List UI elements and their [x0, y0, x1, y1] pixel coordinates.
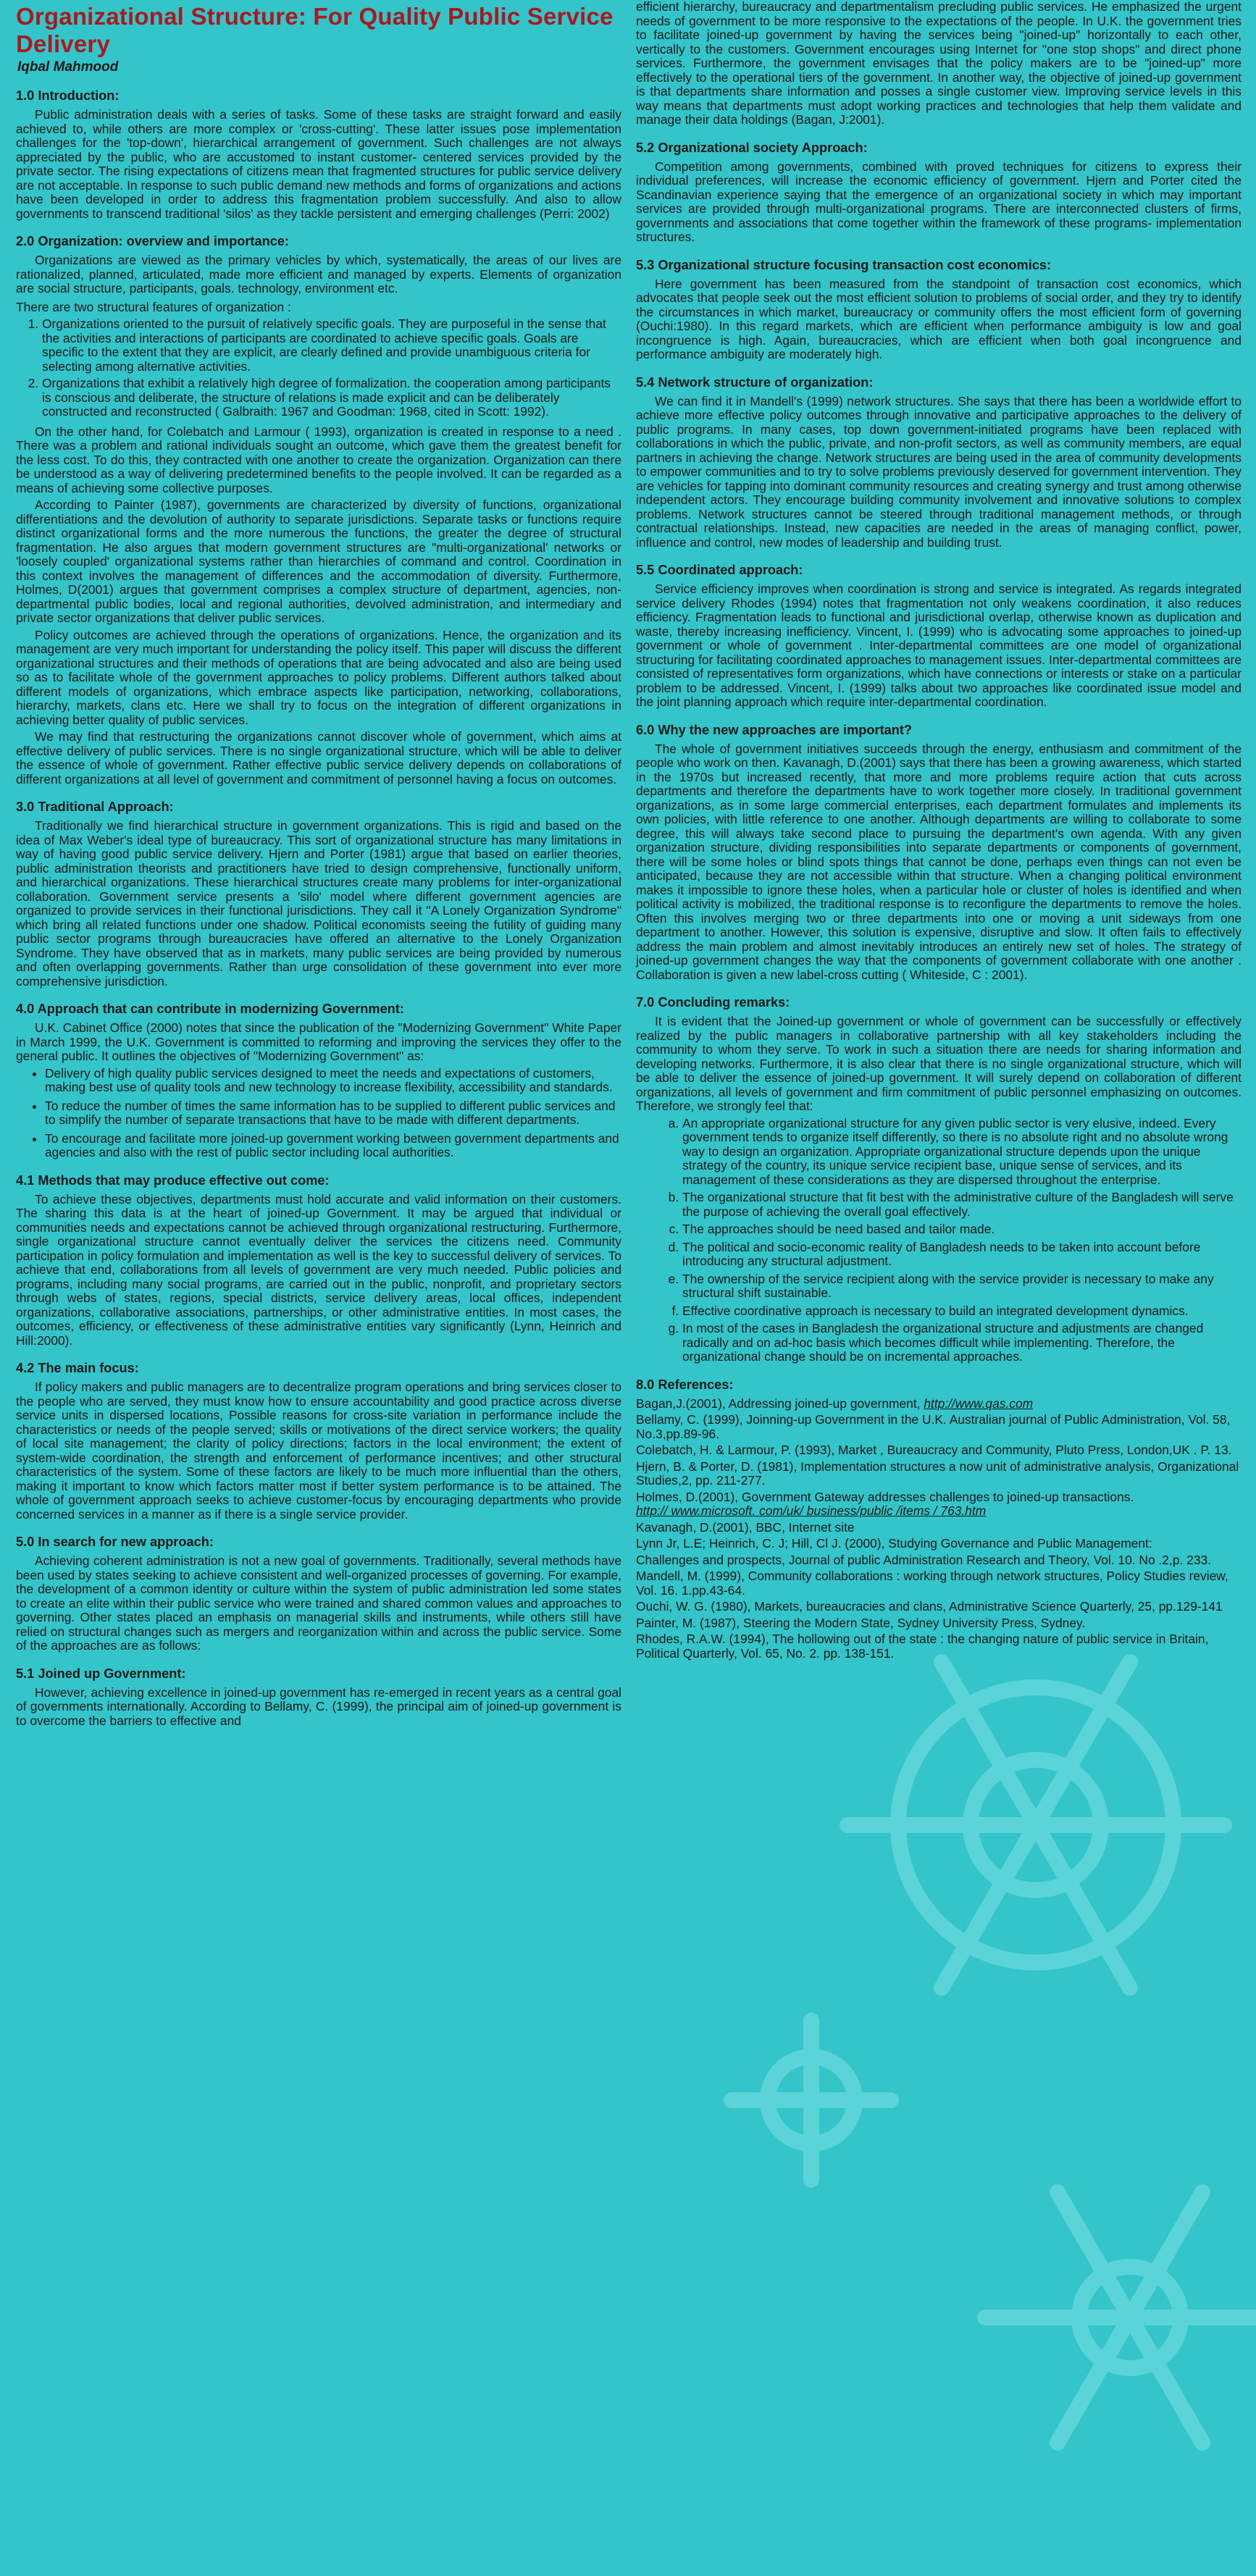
paragraph: According to Painter (1987), governments are characterized by diversity of functions, organizational differentiations and the devolution of authority to separate jurisdictions. Separate tasks or functions require distinct organizational forms and the more numerous the functions, the greater the degree of structural fragmentation. He also argues that modern government structures are "multi-organizational' networks or 'loosely coupled' organizational systems rather than hierarchies of command and control. Coordination in this context involves the management of differences and the accommodation of diversity. Furthermore, Holmes, D(2001) argues that government comprises a complex structure of department, agencies, non-departmental public bodies, local and regional authorities, devolved administration, and intermediary and private sector organizations that deliver public services. [16, 498, 621, 625]
list-item: a. An appropriate organizational structure for any given public sector is very elusive, indeed. Every government tends to organize itself differently, so there is no absolute right and no absolute wrong way to design an organization. Appropriate organizational structure depends upon the unique strategy of the country, its unique service recipient base, unique sense of services, and its management of these considerations as they are dispersed throughout the enterprise. [682, 1117, 1242, 1188]
list-item: e. The ownership of the service recipient along with the service provider is necessary to make any structural shift sustainable. [682, 1272, 1242, 1301]
section-heading: 4.0 Approach that can contribute in modernizing Government: [16, 1002, 404, 1016]
right-column [636, 0, 1242, 1663]
reference-item: Mandell, M. (1999), Community collaborations : working through network structures, Policy Studies review, Vol. 16. 1.pp.43-64. [636, 1569, 1228, 1598]
paragraph: Traditionally we find hierarchical structure in government organizations. This is rigid and based on the idea of Max Weber's ideal type of bureaucracy. This sort of organizational structure has many limitations in way of having good public service delivery. Hjern and Porter (1981) argue that based on earlier theories, public administration theorists and practitioners have tried to design comprehensive, functionally uniform, and hierarchical organizations. These hierarchical structures create many problems for inter-organizational collaboration. Government service presents a 'silo' model where different government agencies are organized to provide services in their functional jurisdictions. They call it "A Lonely Organization Syndrome" which bring all related functions under one shadow. Political economists seeing the futility of guiding many public sector programs through bureaucracies have offered an alternative to the Lonely Organization Syndrome. They have observed that as in markets, many public services are being provided by numerous and often overlapping governments. Rather than urge consolidation of these government into ever more comprehensive jurisdiction. [16, 818, 621, 989]
paragraph: However, achieving excellence in joined-up government has re-emerged in recent years as a central goal of governments internationally. According to Bellamy, C. (1999), the principal aim of joined-up government is to overcome the barriers to effective and [16, 1685, 621, 1728]
paragraph: Here government has been measured from the standpoint of transaction cost economics, which advocates that people seek out the most efficient solution to problems of social order, and they try to identify the circumstances in which market, bureaucracy or community offers the most efficient form of governing (Ouchi:1980). In this regard markets, which are efficient when performance ambiguity is low and goal incongruence is high. Again, bureaucracies, which are efficient when both goal incongruence and performance ambiguity are moderately high. [636, 276, 1242, 361]
paragraph: Service efficiency improves when coordination is strong and service is integrated. As regards integrated service delivery Rhodes (1994) notes that fragmentation not only weakens coordination, it also reduces efficiency. Fragmentation leads to functional and jurisdictional overlap, otherwise known as duplication and waste, thereby increasing inefficiency. Vincent, I. (1999) who is advocating some approaches to joined-up government or whole of government . Inter-departmental committees are one model of organizational structuring for facilitating coordinated approaches to management issues. Inter-departmental committees are consisted of representatives form organizations, which have connections or interests or stake on a particular problem to be addressed. Vincent, I. (1999) talks about two approaches like coordinated issue model and the joint planning approach which require inter-departmental coordination. [636, 582, 1242, 709]
paragraph: Competition among governments, combined with proved techniques for citizens to express their individual preferences, will increase the economic efficiency of government. Hjern and Porter cited the Scandinavian experience saying that the emergence of an organizational society in which may important services are provided through multi-organizational programs. There are interconnected clusters of firms, governments and associations that come together within the framework of these programs- implementation structures. [636, 159, 1242, 244]
paragraph: It is evident that the Joined-up government or whole of government can be successfully or effectively realized by the public managers in collaborative partnership with all key stakeholders including the community to whom they serve. To work in such a situation there are needs for sharing information and developing networks. Furthermore, it is also clear that there is no single organizational structure, which will be able to deliver the essence of joined-up government. It will surely depend on collaboration of different organizations, all levels of government and firm commitment of public personnel emphasizing on outcomes. Therefore, we strongly feel that: [636, 1014, 1242, 1113]
section-heading: 1.0 Introduction: [16, 88, 120, 103]
section-heading: 7.0 Concluding remarks: [636, 995, 790, 1010]
reference-list [636, 1397, 1242, 1661]
paragraph: Organizations are viewed as the primary vehicles by which, systematically, the areas of our lives are rationalized, planned, articulated, made more efficient and managed by experts. Elements of organization are social structure, participants, goals. technology, environment etc. [16, 253, 621, 295]
reference-item: Rhodes, R.A.W. (1994), The hollowing out of the state : the changing nature of public service in Britain, Political Quarterly, Vol. 65, No. 2. pp. 138-151. [636, 1632, 1209, 1661]
section-heading: 4.2 The main focus: [16, 1361, 139, 1375]
paragraph: Achieving coherent administration is not a new goal of governments. Traditionally, several methods have been used by states seeking to achieve consistent and well-organized processes of governing. For example, the development of a common identity or culture within the system of public administration led some states to create an elite within their public service who were trained and shared common values and approaches to governing. Other states placed an emphasis on managerial skills and instruments, while others still have relied on structural changes such as mergers and reorganization within and across the public service. Some of the approaches are as follows: [16, 1553, 621, 1653]
paragraph: We can find it in Mandell's (1999) network structures. She says that there has been a worldwide effort to achieve more effective policy outcomes through innovative and participative approaches to the delivery of public programs. In many cases, top down government-initiated programs have been replaced with collaborations in which the public, private, and non-profit sectors, as well as community members, are equal partners in achieving the change. Network structures are being used in the area of community developments to empower communities and to try to solve problems previously deserved for government intervention. They are vehicles for tapping into dominant community resources and creating synergy and trust among otherwise independent actors. They encourage building community involvement and innovative solutions to complex problems. Network structures cannot be steered through traditional management methods, or through contractual relationships. Instead, new capacities are needed in the areas of managing conflict, power, influence and control, new modes of leadership and building trust. [636, 393, 1242, 550]
list-item: c. The approaches should be need based and tailor made. [682, 1222, 1242, 1237]
lettered-list [636, 1117, 1242, 1364]
list-item: d. The political and socio-economic reality of Bangladesh needs to be taken into account before introducing any structural adjustment. [682, 1241, 1242, 1269]
reference-item: Bagan,J.(2001), Addressing joined-up government, http://www.qas.com [636, 1396, 1034, 1411]
paragraph: We may find that restructuring the organizations cannot discover whole of government, which aims at effective delivery of public services. There is no single organizational structure, which will be able to deliver the essence of whole of government. Rather effective public service delivery depends on collaborations of different organizations at all level of government and commitment of personnel having a focus on outcomes. [16, 729, 621, 786]
paragraph: To achieve these objectives, departments must hold accurate and valid information on their customers. The sharing this data is at the heart of joined-up Government. It may be argued that individual or communities needs and expectations cannot be achieved through organizational restructuring. Furthermore, single organizational structure cannot eventually deliver the services the citizens need. Community participation in policy formulation and implementation as well is the key to successful delivery of services. To achieve that end, collaborations from all levels of government are very much needed. Public policies and programs, including many social programs, are carried out in the public, nonprofit, and proprietary sectors through webs of states, regions, special districts, service delivery areas, local offices, independent organizations, collaborative associations, partnerships, or other administrative entities. In most cases, the outcomes, efficiency, or effectiveness of these administrative entities vary significantly (Lynn, Heinrich and Hill:2000). [16, 1191, 621, 1348]
paragraph: Public administration deals with a series of tasks. Some of these tasks are straight forward and easily achieved to, while others are more complex or 'cross-cutting'. These latter issues pose implementation challenges for the 'top-down', hierarchical arrangement of government. Such challenges are not always appreciated by the public, who are accustomed to instant customer- centered services provided by the private sector. The rising expectations of citizens mean that fragmented structures for public service delivery are not acceptable. In response to such public demand new methods and forms of organizations and actions have been developed in order to address this fragmentation problem successfully. And also to allow governments to transcend traditional 'silos' as they tackle persistent and emerging challenges (Perri: 2002) [16, 107, 621, 221]
reference-item: Lynn Jr, L.E; Heinrich, C. J; Hill, Cl J. (2000), Studying Governance and Public Management: [636, 1536, 1152, 1551]
article-author: Iqbal Mahmood [17, 59, 119, 75]
paragraph: If policy makers and public managers are to decentralize program operations and bring services closer to the people who are served, they must know how to ensure accountability and good practice across diverse service units in dispersed locations, Possible reasons for cross-site variation in performance include the characteristics or needs of the people served; skills or motivations of the direct service workers; the quality of local site management; the clarity of policy directions; factors in the local environment; the extent of system-wide coordination, the strength and enforcement of performance incentives; and other structural characteristics of the system. Some of these factors are likely to be much more influential than the others, making it important to know which factors matter most if better system performance is to be attained. The whole of government approach seeks to achieve customer-focus by encouraging departments who provide concerned services in a manner as if there is a single service provider. [16, 1380, 621, 1522]
reference-item: Ouchi, W. G. (1980), Markets, bureaucracies and clans, Administrative Science Quarterly, 25, pp.129-141 [636, 1599, 1223, 1614]
paragraph: There are two structural features of organization : [16, 299, 291, 314]
reference-item: Colebatch, H. & Larmour, P. (1993), Market , Bureaucracy and Community, Pluto Press, London,UK . P. 13. [636, 1443, 1232, 1457]
reference-link[interactable]: http:// www.microsoft. com/uk/ business/public /items / 763.htm [636, 1503, 987, 1518]
article-title: Organizational Structure: For Quality Public Service Delivery [16, 3, 614, 57]
section-heading: 5.3 Organizational structure focusing transaction cost economics: [636, 257, 1052, 272]
paragraph: Policy outcomes are achieved through the operations of organizations. Hence, the organization and its management are very much important for understanding the policy itself. This paper will discuss the different organizational structures and their methods of operations that are being advocated and also are being used so as to facilitate whole of the government approaches to policy problems. Different authors talked about different models of organizations, which embrace aspects like participation, networking, collaborations, hierarchy, markets, clans etc. Here we shall try to focus on the integration of different organizations in achieving better quality of public services. [16, 627, 621, 727]
bullet-list [16, 1067, 621, 1160]
list-item: g. In most of the cases in Bangladesh the organizational structure and adjustments are changed radically and on ad-hoc basis which becomes difficult while implementing. Therefore, the organizational change should be on incremental approaches. [682, 1322, 1242, 1364]
paragraph: U.K. Cabinet Office (2000) notes that since the publication of the "Modernizing Government" White Paper in March 1999, the U.K. Government is committed to reforming and improving the services they offer to the general public. It outlines the objectives of "Modernizing Government" as: [16, 1020, 621, 1063]
section-heading: 3.0 Traditional Approach: [16, 800, 174, 814]
reference-item: Bellamy, C. (1999), Joinning-up Government in the U.K. Australian journal of Public Administration, Vol. 58, No.3,pp.89-96. [636, 1412, 1231, 1441]
reference-item: Holmes, D.(2001), Government Gateway addresses challenges to joined-up transactions. http:// www.microsoft. com/uk/ business/public /items / 763.htm [636, 1489, 1134, 1518]
reference-item: Painter, M. (1987), Steering the Modern State, Sydney University Press, Sydney. [636, 1615, 1086, 1630]
reference-item: Kavanagh, D.(2001), BBC, Internet site [636, 1519, 855, 1535]
section-heading: 4.1 Methods that may produce effective out come: [16, 1172, 330, 1188]
section-heading: 5.1 Joined up Government: [16, 1666, 186, 1681]
list-item: 2. Organizations that exhibit a relatively high degree of formalization. the cooperation among participants is conscious and deliberate, the structure of relations is made explicit and can be deliberately constructed and reconstructed ( Galbraith: 1967 and Goodman: 1968, cited in Scott: 1992). [42, 377, 621, 419]
section-heading: 2.0 Organization: overview and importance: [16, 234, 289, 248]
left-column [16, 0, 621, 1731]
list-item: • To encourage and facilitate more joined-up government working between government departments and agencies and also with the rest of public sector including local authorities. [45, 1132, 621, 1160]
section-heading: 8.0 References: [636, 1377, 734, 1392]
list-item: 1. Organizations oriented to the pursuit of relatively specific goals. They are purposeful in the sense that the activities and interactions of participants are coordinated to achieve specific goals. Goals are specific to the extent that they are explicit, are clearly defined and provide unambiguous criteria for selecting among alternative activities. [42, 317, 621, 374]
list-item: b. The organizational structure that fit best with the administrative culture of the Bangladesh will serve the purpose of achieving the overall goal effectively. [682, 1191, 1242, 1219]
section-heading: 5.5 Coordinated approach: [636, 563, 803, 577]
numbered-list [16, 317, 621, 419]
section-heading: 6.0 Why the new approaches are important? [636, 722, 913, 737]
reference-item: Challenges and prospects, Journal of public Administration Research and Theory, Vol. 10. No .2,p. 233. [636, 1552, 1211, 1567]
list-item: • To reduce the number of times the same information has to be supplied to different public services and to simplify the number of separate transactions that have to be made with different departments. [45, 1099, 621, 1128]
paragraph: On the other hand, for Colebatch and Larmour ( 1993), organization is created in response to a need . There was a problem and rational individuals sought an outcome, which gave them the greatest benefit for the less cost. To do this, they contracted with one another to create the organization. Organization can there be understood as a way of delivering predetermined benefits to the people involved. It can be regarded as a means of achieving some collective purposes. [16, 424, 621, 495]
section-heading: 5.4 Network structure of organization: [636, 374, 874, 390]
paragraph: efficient hierarchy, bureaucracy and departmentalism precluding public services. He emphasized the urgent needs of government to be more responsive to the expectations of the people. In U.K. the government tries to facilitate joined-up government by having the services being "joined-up" horizontally to each other, vertically to the customers. Government encourages using Internet for "one stop shops" and direct phone services. Furthermore, the government envisages that the policy makers are to be "joined-up" more effectively to the operational tiers of the government. In another way, the objective of joined-up government is that departments share information and posses a single customer view. Improving service levels in this way means that departments must adopt working practices and technologies that help them validate and manage their data holdings (Bagan, J:2001). [636, 0, 1242, 127]
list-item: • Delivery of high quality public services designed to meet the needs and expectations of customers, making best use of quality tools and new technology to increase flexibility, accessibility and standards. [45, 1067, 621, 1095]
reference-item: Hjern, B. & Porter, D. (1981), Implementation structures a now unit of administrative analysis, Organizational Studies,2, pp. 211-277. [636, 1459, 1239, 1488]
section-heading: 5.0 In search for new approach: [16, 1535, 214, 1549]
list-item: f. Effective coordinative approach is necessary to build an integrated development dynamics. [682, 1304, 1242, 1319]
section-heading: 5.2 Organizational society Approach: [636, 140, 868, 155]
reference-link[interactable]: http://www.qas.com [924, 1396, 1034, 1411]
paragraph: The whole of government initiatives succeeds through the energy, enthusiasm and commitment of the people who work on then. Kavanagh, D.(2001) says that there has been a growing awareness, which started in the 1970s but increased recently, that more and more problems require action that cuts across departments and therefore the departments have to work together more closely. In traditional government organizations, as in some large commercial enterprises, each department formulates and implements its own policies, with little reference to one another. Although departments are willing to collaborate to some degree, this will always take second place to pursuing the department's own agenda. With any given organization structure, dividing responsibilities into separate departments or components of government, there will be some holes or blind spots things that cannot be done, perhaps even things can not even be anticipated, because they are not accessible within that structure. When a changing political environment makes it impossible to ignore these holes, when a particular hole or cluster of holes is identified and when political activity is mobilized, the traditional response is to reconfigure the departments to remove the holes. Often this involves merging two or three departments into one or moving a unit sideways from one department to another. However, this solution is expensive, disruptive and slow. It often fails to effectively address the main problem and almost inevitably introduces an entirely new set of holes. The strategy of joined-up government changes the way that the components of government collaborate with one another . Collaboration is given a new label-cross cutting ( Whiteside, C : 2001). [636, 741, 1242, 982]
